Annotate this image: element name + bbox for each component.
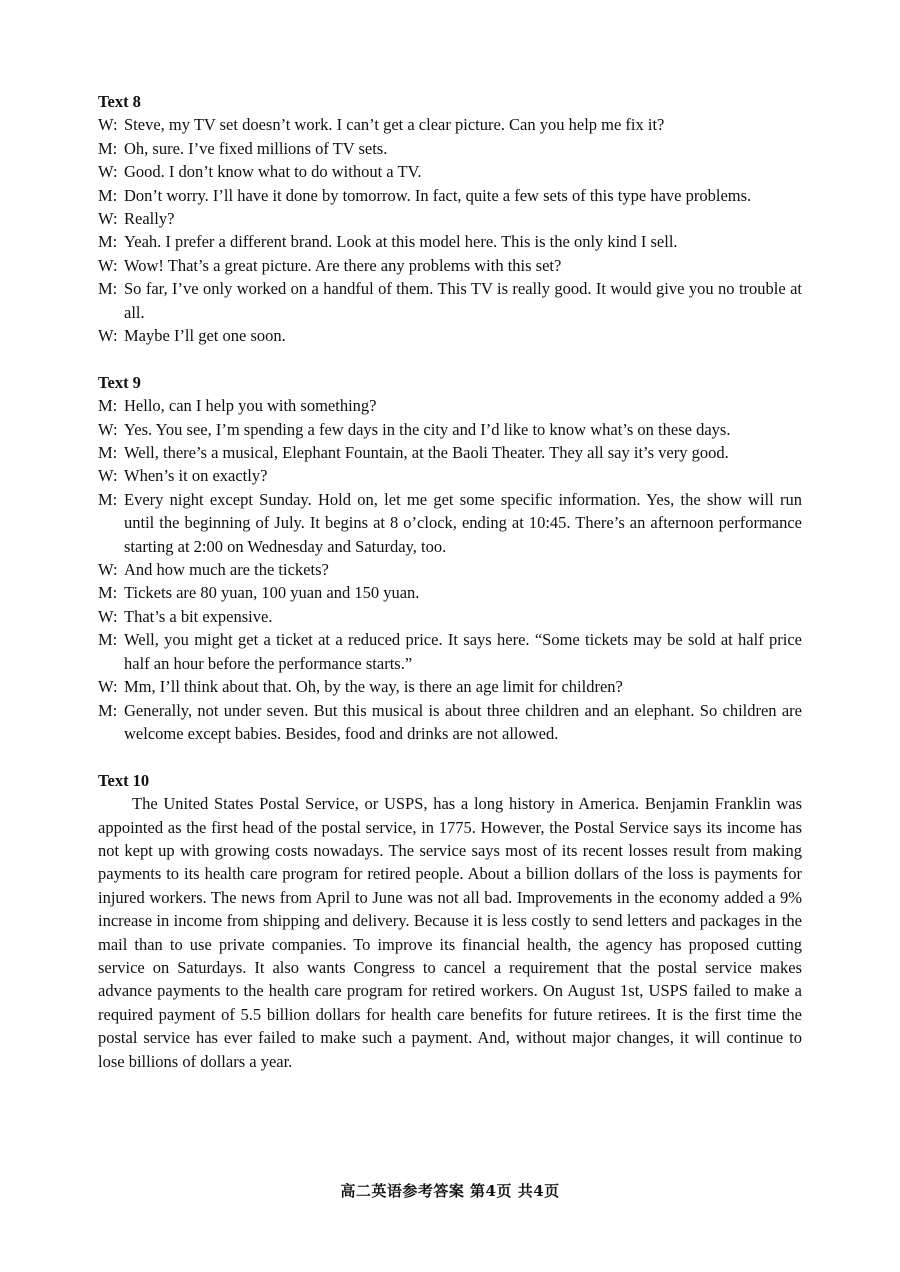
section-title: Text 8 xyxy=(98,92,141,111)
speaker-label: W: xyxy=(98,209,118,229)
dialogue-line xyxy=(98,254,802,277)
utterance: Generally, not under seven. But this musical is about three children and an elephant. So children are welcome except babies. Besides, food and drinks are not allowed. xyxy=(124,700,802,743)
dialogue-line xyxy=(98,418,802,441)
dialogue-line xyxy=(98,277,802,324)
speaker-label: M: xyxy=(98,232,118,252)
dialogue-line xyxy=(98,184,802,207)
speaker-label: M: xyxy=(98,489,118,509)
dialogue-line xyxy=(98,441,802,464)
speaker-label: M: xyxy=(98,630,118,650)
dialogue-line xyxy=(98,160,802,183)
text8-section xyxy=(98,90,802,347)
dialogue-line xyxy=(98,581,802,604)
section-title: Text 9 xyxy=(98,372,141,392)
utterance: So far, I’ve only worked on a handful of them. This TV is really good. It would give you no trouble at all. xyxy=(124,279,802,322)
dialogue-line xyxy=(98,113,802,136)
dialogue xyxy=(98,394,802,745)
speaker-label: W: xyxy=(98,255,118,275)
dialogue-line xyxy=(98,230,802,253)
utterance: Yeah. I prefer a different brand. Look at this model here. This is the only kind I sell. xyxy=(124,232,678,252)
speaker-label: M: xyxy=(98,185,118,205)
utterance: Don’t worry. I’ll have it done by tomorrow. In fact, quite a few sets of this type have problems. xyxy=(124,185,752,205)
utterance: Tickets are 80 yuan, 100 yuan and 150 yuan. xyxy=(124,583,420,603)
dialogue-line xyxy=(98,207,802,230)
dialogue-line xyxy=(98,324,802,347)
utterance: Well, you might get a ticket at a reduced price. It says here. “Some tickets may be sold at half price half an hour before the performance starts.” xyxy=(124,630,802,673)
utterance: Oh, sure. I’ve fixed millions of TV sets. xyxy=(124,138,388,158)
dialogue-line xyxy=(98,605,802,628)
dialogue-line xyxy=(98,558,802,581)
text9-section xyxy=(98,371,802,745)
dialogue-line xyxy=(98,675,802,698)
speaker-label: M: xyxy=(98,396,118,416)
speaker-label: M: xyxy=(98,443,118,463)
utterance: Every night except Sunday. Hold on, let me get some specific information. Yes, the show will run until the beginning of July. It begins at 8 o’clock, ending at 10:45. There’s an afternoon performance starting at 2:00 on Wednesday and Saturday, too. xyxy=(124,489,802,556)
speaker-label: M: xyxy=(98,583,118,603)
dialogue xyxy=(98,113,802,347)
utterance: Mm, I’ll think about that. Oh, by the way, is there an age limit for children? xyxy=(124,677,623,697)
section-gap xyxy=(98,347,802,370)
section-title: Text 10 xyxy=(98,770,150,790)
speaker-label: M: xyxy=(98,138,118,158)
dialogue-line xyxy=(98,464,802,487)
text10-section xyxy=(98,769,802,1073)
dialogue-line xyxy=(98,394,802,417)
dialogue-line xyxy=(98,488,802,558)
dialogue-line xyxy=(98,699,802,746)
utterance: Really? xyxy=(124,209,175,229)
utterance: That’s a bit expensive. xyxy=(124,606,273,626)
speaker-label: M: xyxy=(98,279,118,299)
passage-paragraph: The United States Postal Service, or USPS, has a long history in America. Benjamin Franklin was appointed as the first head of the postal service, in 1775. However, the Postal Service says its income has not kept up with growing costs nowadays. The service says most of its recent losses result from making payments to its health care program for retired people. About a billion dollars of the loss is payments for injured workers. The news from April to June was not all bad. Improvements in the economy added a 9% increase in income from shipping and delivery. Because it is less costly to send letters and packages in the mail than to use private companies. To improve its financial health, the agency has proposed cutting service on Saturdays. It also wants Congress to cancel a requirement that the postal service makes advance payments to the health care program for retired workers. On August 1st, USPS failed to make a required payment of 5.5 billion dollars for health care benefits for future retirees. It is the first time the postal service has ever failed to make such a payment. And, without major changes, it will continue to lose billions of dollars a year. xyxy=(98,794,802,1071)
speaker-label: W: xyxy=(98,162,118,182)
utterance: Wow! That’s a great picture. Are there any problems with this set? xyxy=(124,255,562,275)
utterance: Yes. You see, I’m spending a few days in the city and I’d like to know what’s on these days. xyxy=(124,419,731,439)
speaker-label: W: xyxy=(98,115,118,135)
section-gap xyxy=(98,745,802,768)
speaker-label: W: xyxy=(98,419,118,439)
speaker-label: W: xyxy=(98,677,118,697)
utterance: Well, there’s a musical, Elephant Fountain, at the Baoli Theater. They all say it’s very good. xyxy=(124,443,729,463)
utterance: Maybe I’ll get one soon. xyxy=(124,326,286,346)
dialogue-line xyxy=(98,137,802,160)
speaker-label: W: xyxy=(98,606,118,626)
document-page xyxy=(98,90,802,1073)
dialogue-line xyxy=(98,628,802,675)
speaker-label: W: xyxy=(98,560,118,580)
utterance: Good. I don’t know what to do without a TV. xyxy=(124,162,422,182)
utterance: When’s it on exactly? xyxy=(124,466,268,486)
utterance: Steve, my TV set doesn’t work. I can’t get a clear picture. Can you help me fix it? xyxy=(124,115,665,135)
page-footer: 高二英语参考答案 第4页 共4页 xyxy=(340,1182,560,1200)
speaker-label: W: xyxy=(98,466,118,486)
utterance: Hello, can I help you with something? xyxy=(124,396,377,416)
utterance: And how much are the tickets? xyxy=(124,560,329,580)
speaker-label: W: xyxy=(98,326,118,346)
speaker-label: M: xyxy=(98,700,118,720)
